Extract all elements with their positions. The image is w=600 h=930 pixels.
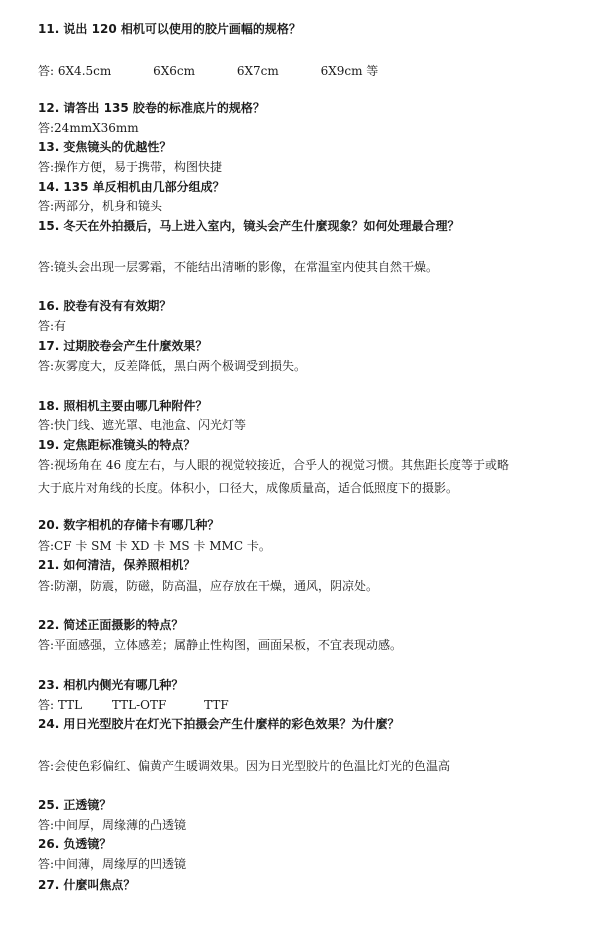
answer-20	[38, 537, 271, 555]
answer-25	[38, 816, 186, 834]
answer-11-part-2: 6X6cm	[153, 64, 195, 78]
answer-21-text: 防潮，防震，防磁，防高温，应存放在干燥，通风，阴凉处。	[54, 579, 379, 593]
question-26: 26. 负透镜？	[38, 837, 112, 851]
question-13: 13. 变焦镜头的优越性？	[38, 140, 172, 154]
answer-19-continued: 大于底片对角线的长度。体积小，口径大，成像质量高，适合低照度下的摄影。	[38, 481, 459, 495]
answer-12-text: 24mmX36mm	[54, 121, 139, 135]
answer-22	[38, 636, 402, 654]
question-15: 15. 冬天在外拍摄后，马上进入室内，镜头会产生什麼现象？如何处理最合理？	[38, 219, 460, 233]
answer-23-part-2: TTL-OTF	[111, 698, 167, 712]
question-27: 27. 什麼叫焦点？	[38, 878, 136, 892]
answer-15	[38, 258, 438, 276]
answer-23-part-1: TTL	[57, 698, 83, 712]
answer-11-part-1: 6X4.5cm	[57, 64, 112, 78]
answer-16	[38, 317, 66, 335]
answer-label: 答:	[38, 458, 55, 472]
answer-label: 答:	[38, 579, 55, 593]
answer-13-text: 操作方便，易于携带，构图快捷	[54, 160, 223, 174]
answer-26-text: 中间薄，周缘厚的凹透镜	[54, 857, 187, 871]
answer-19-text: 视场角在 46 度左右，与人眼的视觉较接近，合乎人的视觉习惯。其焦距长度等于或略	[54, 458, 509, 472]
answer-23	[38, 696, 229, 714]
answer-21	[38, 577, 378, 595]
question-23: 23. 相机内侧光有哪几种？	[38, 678, 184, 692]
question-22: 22. 简述正面摄影的特点？	[38, 618, 184, 632]
answer-label: 答:	[38, 638, 55, 652]
question-25: 25. 正透镜？	[38, 798, 112, 812]
answer-22-text: 平面感强，立体感差；属静止性构图，画面呆板，不宜表现动感。	[54, 638, 403, 652]
answer-label: 答:	[38, 160, 55, 174]
answer-20-text: CF 卡 SM 卡 XD 卡 MS 卡 MMC 卡。	[54, 539, 271, 553]
answer-label: 答:	[38, 359, 55, 373]
answer-25-text: 中间厚，周缘薄的凸透镜	[54, 818, 187, 832]
answer-label: 答:	[38, 698, 55, 712]
question-20: 20. 数字相机的存储卡有哪几种？	[38, 518, 220, 532]
answer-19	[38, 456, 509, 474]
answer-26	[38, 855, 186, 873]
answer-label: 答:	[38, 759, 55, 773]
answer-label: 答:	[38, 64, 55, 78]
answer-14-text: 两部分，机身和镜头	[54, 199, 163, 213]
answer-16-text: 有	[54, 319, 67, 333]
answer-24	[38, 757, 450, 775]
answer-label: 答:	[38, 121, 55, 135]
answer-label: 答:	[38, 199, 55, 213]
question-18: 18. 照相机主要由哪几种附件？	[38, 399, 208, 413]
answer-label: 答:	[38, 260, 55, 274]
answer-18-text: 快门线、遮光罩、电池盒、闪光灯等	[54, 418, 247, 432]
answer-18	[38, 416, 246, 434]
question-24: 24. 用日光型胶片在灯光下拍摄会产生什麼样的彩色效果？为什麼？	[38, 717, 400, 731]
question-17: 17. 过期胶卷会产生什麼效果？	[38, 339, 208, 353]
question-21: 21. 如何清洁，保养照相机？	[38, 558, 196, 572]
answer-13	[38, 158, 222, 176]
answer-label: 答:	[38, 319, 55, 333]
answer-14	[38, 197, 162, 215]
question-11: 11. 说出 120 相机可以使用的胶片画幅的规格？	[38, 22, 301, 36]
question-19: 19. 定焦距标准镜头的特点？	[38, 438, 196, 452]
answer-15-text: 镜头会出现一层雾霜，不能结出清晰的影像，在常温室内使其自然干燥。	[54, 260, 439, 274]
question-14: 14. 135 单反相机由几部分组成？	[38, 180, 225, 194]
answer-24-text: 会使色彩偏红、偏黄产生暖调效果。因为日光型胶片的色温比灯光的色温高	[54, 759, 451, 773]
answer-label: 答:	[38, 857, 55, 871]
answer-label: 答:	[38, 539, 55, 553]
answer-label: 答:	[38, 818, 55, 832]
answer-23-part-3: TTF	[204, 698, 229, 712]
answer-17	[38, 357, 306, 375]
question-16: 16. 胶卷有没有有效期？	[38, 299, 172, 313]
answer-17-text: 灰雾度大，反差降低，黑白两个极调受到损失。	[54, 359, 307, 373]
question-12: 12. 请答出 135 胶卷的标准底片的规格？	[38, 101, 265, 115]
answer-11-part-3: 6X7cm	[236, 64, 279, 78]
answer-11-part-4: 6X9cm 等	[320, 64, 379, 78]
answer-11	[38, 62, 378, 80]
answer-12	[38, 119, 139, 137]
answer-label: 答:	[38, 418, 55, 432]
